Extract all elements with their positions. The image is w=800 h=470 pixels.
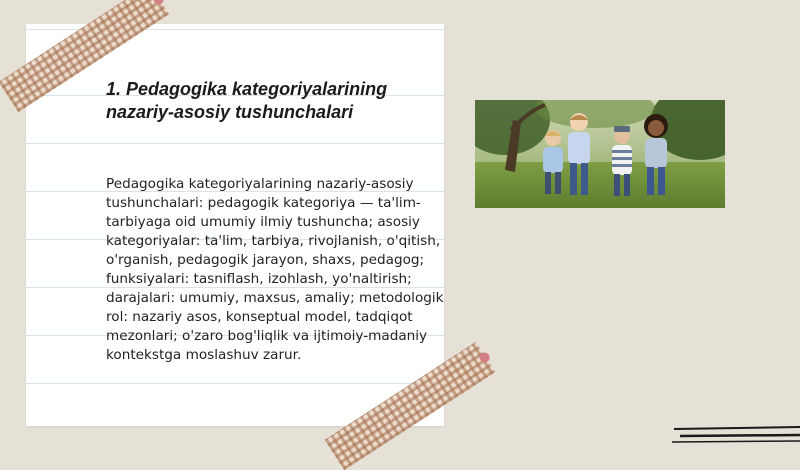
tape-end-dot	[152, 0, 166, 6]
tape-end-dot	[478, 351, 492, 365]
decorative-line	[680, 435, 800, 436]
decorative-line	[672, 441, 800, 442]
children-in-park-photo	[475, 100, 725, 208]
photo-illustration	[475, 100, 725, 208]
notebook-paper	[26, 24, 444, 426]
decorative-line	[674, 427, 800, 429]
decorative-lines	[672, 424, 800, 450]
slide-title: 1. Pedagogika kategoriyalarining nazariy-asosiy tushunchalari	[106, 79, 388, 122]
slide-body-text: Pedagogika kategoriyalarining nazariy-asosiy tushunchalari: pedagogik kategoriya — ta'lim-tarbiyaga oid umumiy ilmiy tushuncha; asosiy kategoriyalar: ta'lim, tarbiya, rivojlanish, o'qitish, o'rganish, pedagogik jarayon, shaxs, pedagog; funksiyalari: tasniflash, izohlash, yo'naltirish; darajalari: umumiy, maxsus, amaliy; metodologik rol: nazariy asos, konseptual model, tadqiqot mezonlari; o'zaro bog'liqlik va ijtimoiy-madaniy kontekstga moslashuv zarur.	[106, 176, 444, 363]
